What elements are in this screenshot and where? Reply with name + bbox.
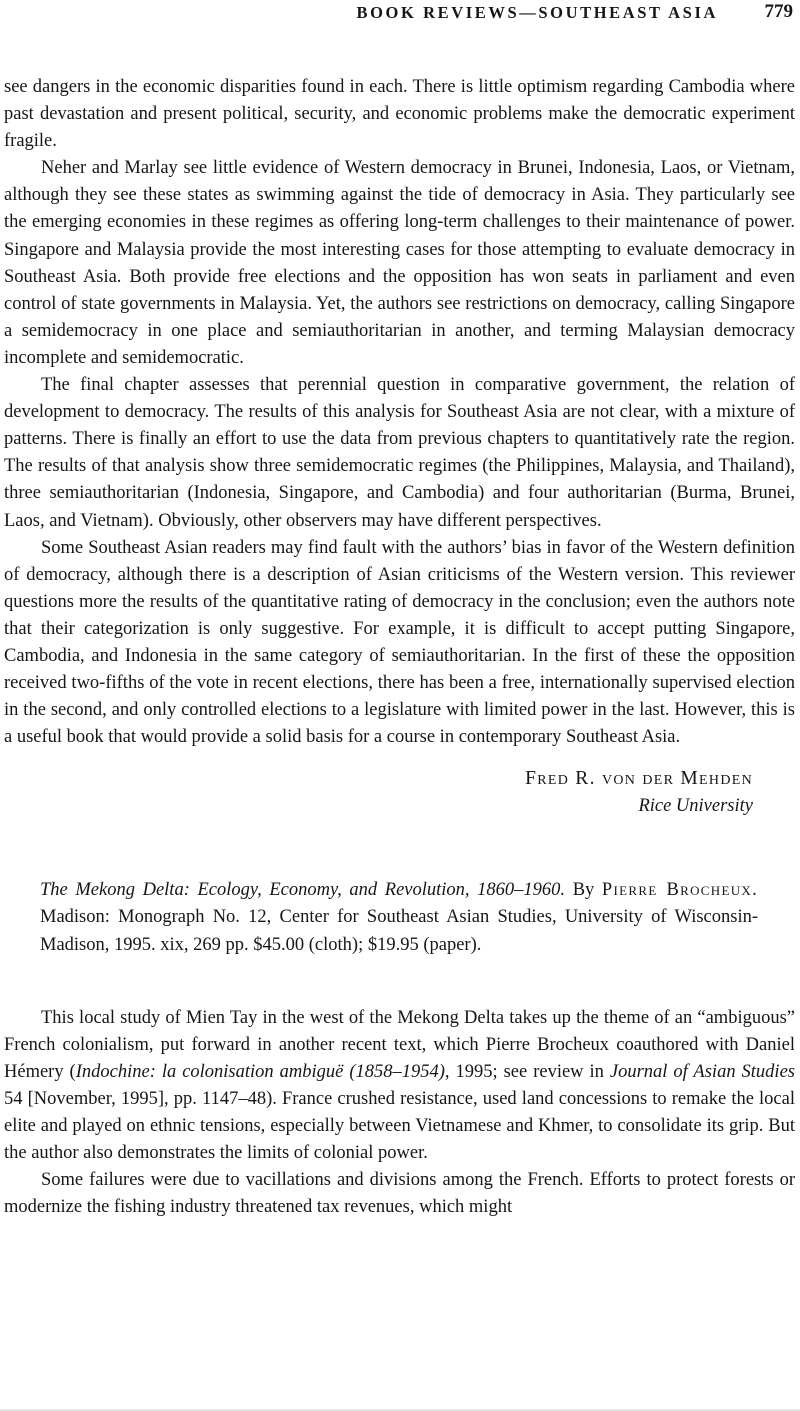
book-citation (40, 877, 758, 958)
reviewer-name: Fred R. von der Mehden (525, 768, 753, 790)
running-head (0, 0, 800, 27)
reviewer-affiliation: Rice University (638, 795, 753, 816)
review2-paragraph-2: Some failures were due to vacillations and divisions among the French. Efforts to protect forests or modernize the fishing industry threatened tax revenues, which might (4, 1170, 795, 1218)
cited-journal-title-italic: Journal of Asian Studies (609, 1061, 795, 1082)
review1-paragraph-3: The final chapter assesses that perennial question in comparative government, the relation of development to democracy. The results of this analysis for Southeast Asia are not clear, with a mixture of patterns. There is finally an effort to use the data from previous chapters to quantitatively rate the region. The results of that analysis show three semidemocratic regimes (the Philippines, Malaysia, and Thailand), three semiauthoritarian (Indonesia, Singapore, and Cambodia) and four authoritarian (Burma, Brunei, Laos, and Vietnam). Obviously, other observers may have different perspectives. (4, 375, 795, 531)
review-text-column (4, 74, 795, 1221)
review1-paragraph-2: Neher and Marlay see little evidence of Western democracy in Brunei, Indonesia, Laos, or Vietnam, although they see these states as swimming against the tide of democracy in Asia. They particularly see the emerging economies in these regimes as offering long-term challenges to their maintenance of power. Singapore and Malaysia provide the most interesting cases for those attempting to evaluate democracy in Southeast Asia. Both provide free elections and the opposition has won seats in parliament and even control of state governments in Malaysia. Yet, the authors see restrictions on democracy, calling Singapore a semidemocracy in one place and semiauthoritarian in another, and terming Malaysian democracy incomplete and semidemocratic. (4, 158, 795, 368)
running-head-title: BOOK REVIEWS—SOUTHEAST ASIA (356, 3, 718, 22)
citation-by-label: By (565, 880, 602, 901)
cited-book-title-italic: Indochine: la colonisation ambiguë (1858–1954) (75, 1061, 445, 1082)
page-number: 779 (764, 1, 793, 22)
book-title: The Mekong Delta: Ecology, Economy, and Revolution, 1860–1960. (40, 880, 566, 901)
review1-paragraph-continuation: see dangers in the economic disparities found in each. There is little optimism regarding Cambodia where past devastation and present political, security, and economic problems make the democratic experiment fragile. (4, 77, 795, 152)
review2-p1-text: , 1995; see review in (444, 1061, 610, 1082)
review2-p1-text: This local study of Mien Tay in the west of the Mekong Delta takes up the theme of an “ambiguous” French colonialism, put forward in another recent text, which Pierre Brocheux coauthored with Daniel Hémery ( (4, 1007, 795, 1082)
citation-publication-details: Madison: Monograph No. 12, Center for Southeast Asian Studies, University of Wisconsin-Madison, 1995. xix, 269 pp. $45.00 (cloth); $19.95 (paper). (40, 907, 758, 955)
review2-paragraph-1 (4, 1005, 795, 1168)
reviewer-signature (4, 765, 795, 820)
book-author: Pierre Brocheux. (601, 880, 758, 901)
review2-p1-text: 54 [November, 1995], pp. 1147–48). France crushed resistance, used land concessions to remake the local elite and played on ethnic tensions, especially between Vietnamese and Khmer, to consolidate its grip. But the author also demonstrates the limits of colonial power. (4, 1088, 795, 1164)
review1-paragraph-4: Some Southeast Asian readers may find fault with the authors’ bias in favor of the Western definition of democracy, although there is a description of Asian criticisms of the Western version. This reviewer questions more the results of the quantitative rating of democracy in the conclusion; even the authors note that their categorization is only suggestive. For example, it is difficult to accept putting Singapore, Cambodia, and Indonesia in the same category of semiauthoritarian. In the first of these the opposition received two-fifths of the vote in recent elections, there has been a free, internationally supervised election in the second, and only controlled elections to a legislature with limited power in the last. However, this is a useful book that would provide a solid basis for a course in contemporary Southeast Asia. (4, 537, 795, 748)
